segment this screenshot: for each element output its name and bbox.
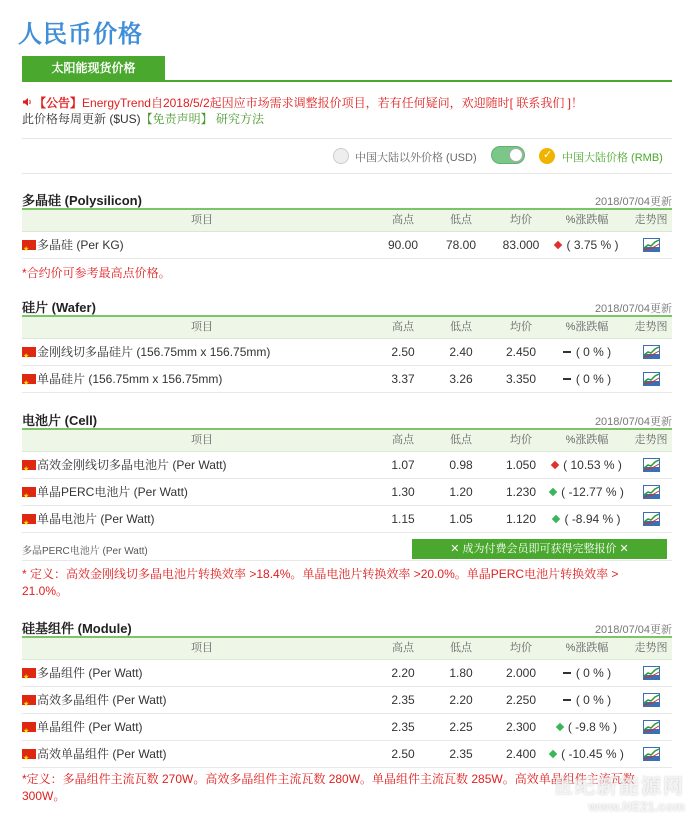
table-row [22, 366, 672, 393]
up-arrow-icon [551, 461, 559, 469]
announcement [22, 94, 583, 111]
update-frequency-text: 此价格每周更新 ($US) [22, 112, 141, 126]
table-header [22, 208, 672, 232]
product-name: 多晶组件 (Per Watt) [37, 666, 143, 680]
avg-value: 2.300 [505, 720, 537, 734]
low-value: 78.00 [445, 238, 477, 252]
table-row [22, 687, 672, 714]
trend-chart-icon[interactable] [643, 512, 660, 526]
trend-chart-icon[interactable] [643, 693, 660, 707]
update-info [22, 110, 264, 127]
announcement-suffix: ！ [571, 96, 584, 110]
low-value: 1.20 [449, 485, 473, 499]
china-flag-icon [22, 487, 36, 497]
table-header [22, 636, 672, 660]
col-item: 项目 [191, 321, 213, 333]
polysilicon-note: *合约价可参考最高点价格。 [22, 266, 171, 280]
col-trend: 走势图 [634, 642, 668, 654]
section-title: 多晶硅 (Polysilicon) [22, 193, 142, 208]
trend-chart-icon[interactable] [643, 458, 660, 472]
avg-value: 1.120 [505, 512, 537, 526]
high-value: 2.35 [391, 693, 415, 707]
low-value: 1.05 [449, 512, 473, 526]
become-member-button[interactable]: ✕ 成为付费会员即可获得完整报价 ✕ [412, 539, 667, 559]
high-value: 3.37 [391, 372, 415, 386]
low-value: 3.26 [449, 372, 473, 386]
currency-toggle[interactable] [491, 146, 525, 164]
up-arrow-icon [554, 241, 562, 249]
low-value: 1.80 [449, 666, 473, 680]
col-high: 高点 [392, 321, 414, 333]
flat-dash-icon [563, 672, 571, 674]
page-title: 人民币价格 [18, 21, 143, 48]
col-high: 高点 [392, 434, 414, 446]
table-row [22, 741, 672, 768]
rmb-radio-icon[interactable] [539, 148, 555, 164]
trend-chart-icon[interactable] [643, 720, 660, 734]
section-title: 硅片 (Wafer) [22, 300, 96, 315]
product-name: 多晶硅 (Per KG) [37, 238, 124, 252]
member-only-row [22, 538, 672, 561]
table-row [22, 232, 672, 259]
avg-value: 2.000 [505, 666, 537, 680]
table-row [22, 714, 672, 741]
usd-radio-icon[interactable] [333, 148, 349, 164]
watermark [553, 770, 685, 814]
col-avg: 均价 [510, 434, 532, 446]
low-value: 0.98 [449, 458, 473, 472]
section-title: 电池片 (Cell) [22, 413, 98, 428]
down-arrow-icon [549, 750, 557, 758]
rmb-price-label[interactable]: 中国大陆价格 (RMB) [562, 152, 663, 164]
avg-value: 83.000 [502, 238, 540, 252]
high-value: 90.00 [387, 238, 419, 252]
speaker-icon [22, 97, 32, 107]
currency-switch-bar [22, 138, 672, 174]
trend-chart-icon[interactable] [643, 372, 660, 386]
section-cell [22, 410, 672, 533]
col-change: %涨跌幅 [565, 642, 609, 654]
down-arrow-icon [552, 515, 560, 523]
high-value: 1.07 [391, 458, 415, 472]
high-value: 1.15 [391, 512, 415, 526]
col-low: 低点 [450, 321, 472, 333]
china-flag-icon [22, 374, 36, 384]
col-trend: 走势图 [634, 434, 668, 446]
col-item: 项目 [191, 214, 213, 226]
table-row [22, 479, 672, 506]
col-item: 项目 [191, 642, 213, 654]
module-note: *定义：多晶组件主流瓦数 270W。高效多晶组件主流瓦数 280W。单晶组件主流瓦数 285W。高效单晶组件主流瓦数 300W。 [22, 772, 635, 803]
watermark-line2: www.NE21.com [588, 799, 685, 814]
methodology-link[interactable]: 研究方法 [216, 112, 265, 126]
col-high: 高点 [392, 214, 414, 226]
section-module [22, 618, 672, 768]
product-name: 高效多晶组件 (Per Watt) [37, 693, 167, 707]
col-trend: 走势图 [634, 321, 668, 333]
product-name: 单晶PERC电池片 (Per Watt) [37, 485, 188, 499]
change-value: ( -10.45 % ) [561, 747, 624, 761]
low-value: 2.20 [449, 693, 473, 707]
avg-value: 1.230 [505, 485, 537, 499]
trend-chart-icon[interactable] [643, 345, 660, 359]
china-flag-icon [22, 668, 36, 678]
flat-dash-icon [563, 351, 571, 353]
down-arrow-icon [549, 488, 557, 496]
col-change: %涨跌幅 [565, 214, 609, 226]
china-flag-icon [22, 347, 36, 357]
watermark-line1: 世纪新能源网 [553, 776, 685, 798]
avg-value: 2.250 [505, 693, 537, 707]
trend-chart-icon[interactable] [643, 485, 660, 499]
trend-chart-icon[interactable] [643, 666, 660, 680]
table-row [22, 506, 672, 533]
table-row [22, 339, 672, 366]
announcement-prefix: 【公告】 [34, 96, 83, 110]
trend-chart-icon[interactable] [643, 238, 660, 252]
table-row [22, 452, 672, 479]
low-value: 2.25 [449, 720, 473, 734]
update-date: 2018/07/04更新 [594, 303, 672, 315]
table-row [22, 660, 672, 687]
section-wafer [22, 297, 672, 393]
china-flag-icon [22, 695, 36, 705]
low-value: 2.35 [449, 747, 473, 761]
product-name: 单晶硅片 (156.75mm x 156.75mm) [37, 372, 223, 386]
china-flag-icon [22, 460, 36, 470]
update-date: 2018/07/04更新 [594, 416, 672, 428]
trend-chart-icon[interactable] [643, 747, 660, 761]
avg-value: 1.050 [505, 458, 537, 472]
col-avg: 均价 [510, 642, 532, 654]
flat-dash-icon [563, 378, 571, 380]
flat-dash-icon [563, 699, 571, 701]
change-value: ( -12.77 % ) [561, 485, 624, 499]
avg-value: 2.400 [505, 747, 537, 761]
china-flag-icon [22, 240, 36, 250]
col-trend: 走势图 [634, 214, 668, 226]
high-value: 1.30 [391, 485, 415, 499]
col-avg: 均价 [510, 321, 532, 333]
cell-note: * 定义：高效金刚线切多晶电池片转换效率 >18.4%。单晶电池片转换效率 >20.0%。单晶PERC电池片转换效率 > 21.0%。 [22, 567, 619, 598]
col-avg: 均价 [510, 214, 532, 226]
china-flag-icon [22, 514, 36, 524]
change-value: ( 10.53 % ) [563, 458, 622, 472]
col-low: 低点 [450, 214, 472, 226]
avg-value: 2.450 [505, 345, 537, 359]
change-value: ( -9.8 % ) [567, 720, 618, 734]
china-flag-icon [22, 722, 36, 732]
contact-us-link[interactable]: [ 联系我们 ] [509, 96, 571, 110]
product-name: 高效单晶组件 (Per Watt) [37, 747, 167, 761]
col-high: 高点 [392, 642, 414, 654]
down-arrow-icon [556, 723, 564, 731]
col-low: 低点 [450, 434, 472, 446]
update-date: 2018/07/04更新 [594, 624, 672, 636]
product-name: 高效金刚线切多晶电池片 (Per Watt) [37, 458, 227, 472]
high-value: 2.35 [391, 720, 415, 734]
tab-solar-spot-price[interactable]: 太阳能现货价格 [22, 56, 165, 80]
table-header [22, 315, 672, 339]
locked-product-name: 多晶PERC电池片 (Per Watt) [22, 546, 148, 557]
high-value: 2.20 [391, 666, 415, 680]
col-low: 低点 [450, 642, 472, 654]
section-polysilicon [22, 190, 672, 259]
col-item: 项目 [191, 434, 213, 446]
announcement-text: EnergyTrend自2018/5/2起因应市场需求调整报价项目，若有任何疑问，欢迎随时 [82, 96, 510, 110]
product-name: 单晶电池片 (Per Watt) [37, 512, 155, 526]
update-date: 2018/07/04更新 [594, 196, 672, 208]
change-value: ( 0 % ) [575, 372, 612, 386]
change-value: ( 0 % ) [575, 666, 612, 680]
col-change: %涨跌幅 [565, 434, 609, 446]
tab-bar [22, 56, 672, 82]
product-name: 金刚线切多晶硅片 (156.75mm x 156.75mm) [37, 345, 271, 359]
china-flag-icon [22, 749, 36, 759]
avg-value: 3.350 [505, 372, 537, 386]
change-value: ( -8.94 % ) [564, 512, 621, 526]
col-change: %涨跌幅 [565, 321, 609, 333]
high-value: 2.50 [391, 345, 415, 359]
table-header [22, 428, 672, 452]
change-value: ( 0 % ) [575, 693, 612, 707]
usd-price-label[interactable]: 中国大陆以外价格 (USD) [355, 152, 477, 164]
section-title: 硅基组件 (Module) [22, 621, 132, 636]
change-value: ( 3.75 % ) [566, 238, 619, 252]
high-value: 2.50 [391, 747, 415, 761]
disclaimer-link[interactable]: 【免责声明】 [140, 112, 213, 126]
change-value: ( 0 % ) [575, 345, 612, 359]
product-name: 单晶组件 (Per Watt) [37, 720, 143, 734]
low-value: 2.40 [449, 345, 473, 359]
